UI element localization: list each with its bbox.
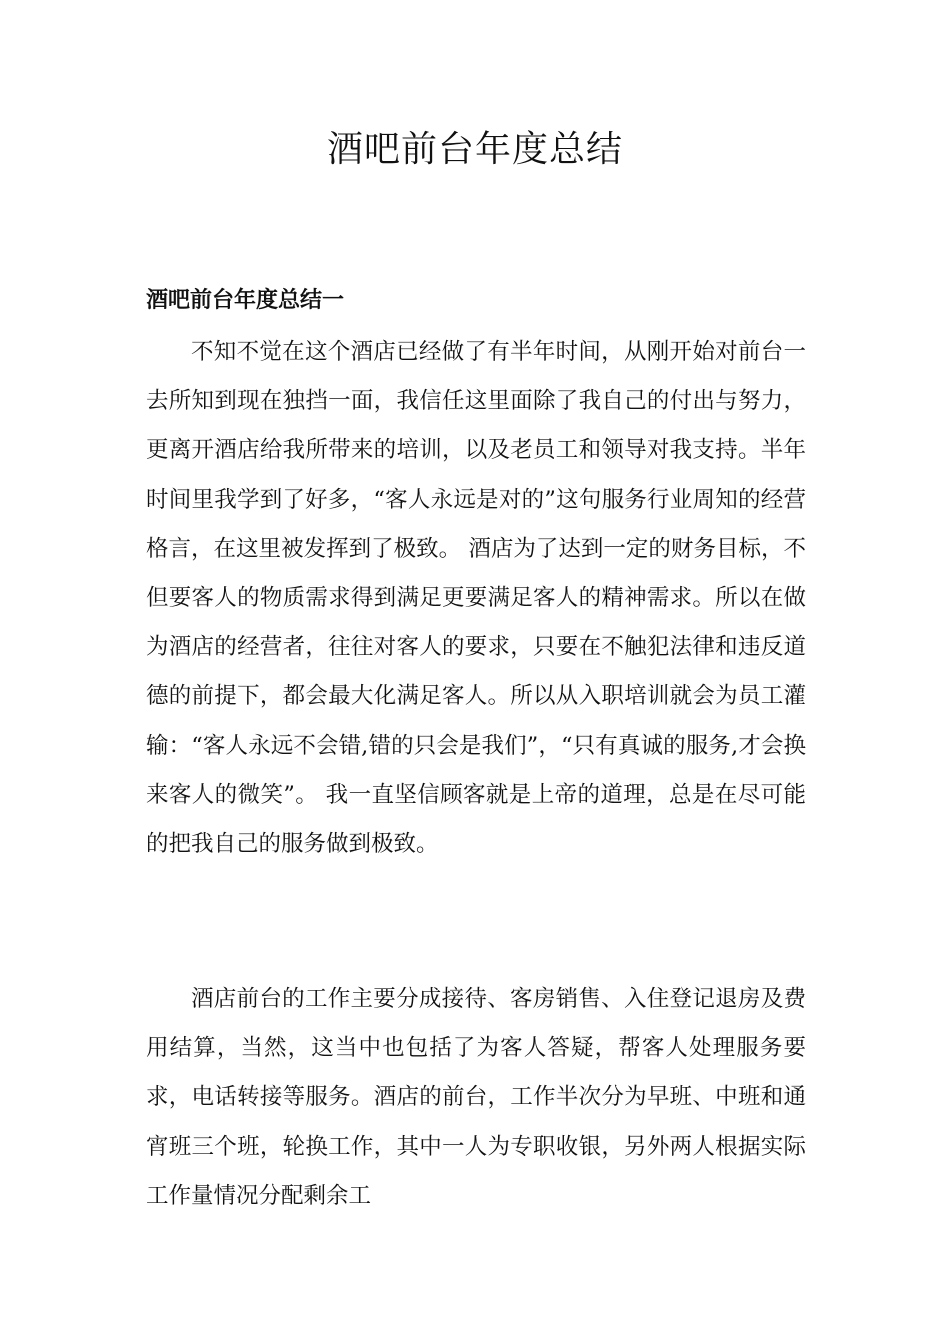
body-paragraph: 酒店前台的工作主要分成接待、客房销售、入住登记退房及费用结算，当然，这当中也包括了为客人答疑，帮客人处理服务要求，电话转接等服务。酒店的前台，工作半次分为早班、中班和通宵班三个班，轮换工作，其中一人为专职收银，另外两人根据实际工作量情况分配剩余工 — [146, 986, 806, 1209]
section-heading: 酒吧前台年度总结一 — [146, 287, 345, 313]
body-paragraph: 不知不觉在这个酒店已经做了有半年时间，从刚开始对前台一去所知到现在独挡一面，我信任这里面除了我自己的付出与努力，更离开酒店给我所带来的培训，以及老员工和领导对我支持。半年时间里我学到了好多，“客人永远是对的”这句服务行业周知的经营格言，在这里被发挥到了极致。 酒店为了达到一定的财务目标，不但要客人的物质需求得到满足更要满足客人的精神需求。所以在做为酒店的经营者，往往对客人的要求，只要在不触犯法律和违反道德的前提下，都会最大化满足客人。所以从入职培训就会为员工灌输：“客人永远不会错,错的只会是我们”，“只有真诚的服务,才会换来客人的微笑”。 我一直坚信顾客就是上帝的道理，总是在尽可能的把我自己的服务做到极致。 — [146, 339, 806, 858]
document-title: 酒吧前台年度总结 — [326, 129, 623, 170]
